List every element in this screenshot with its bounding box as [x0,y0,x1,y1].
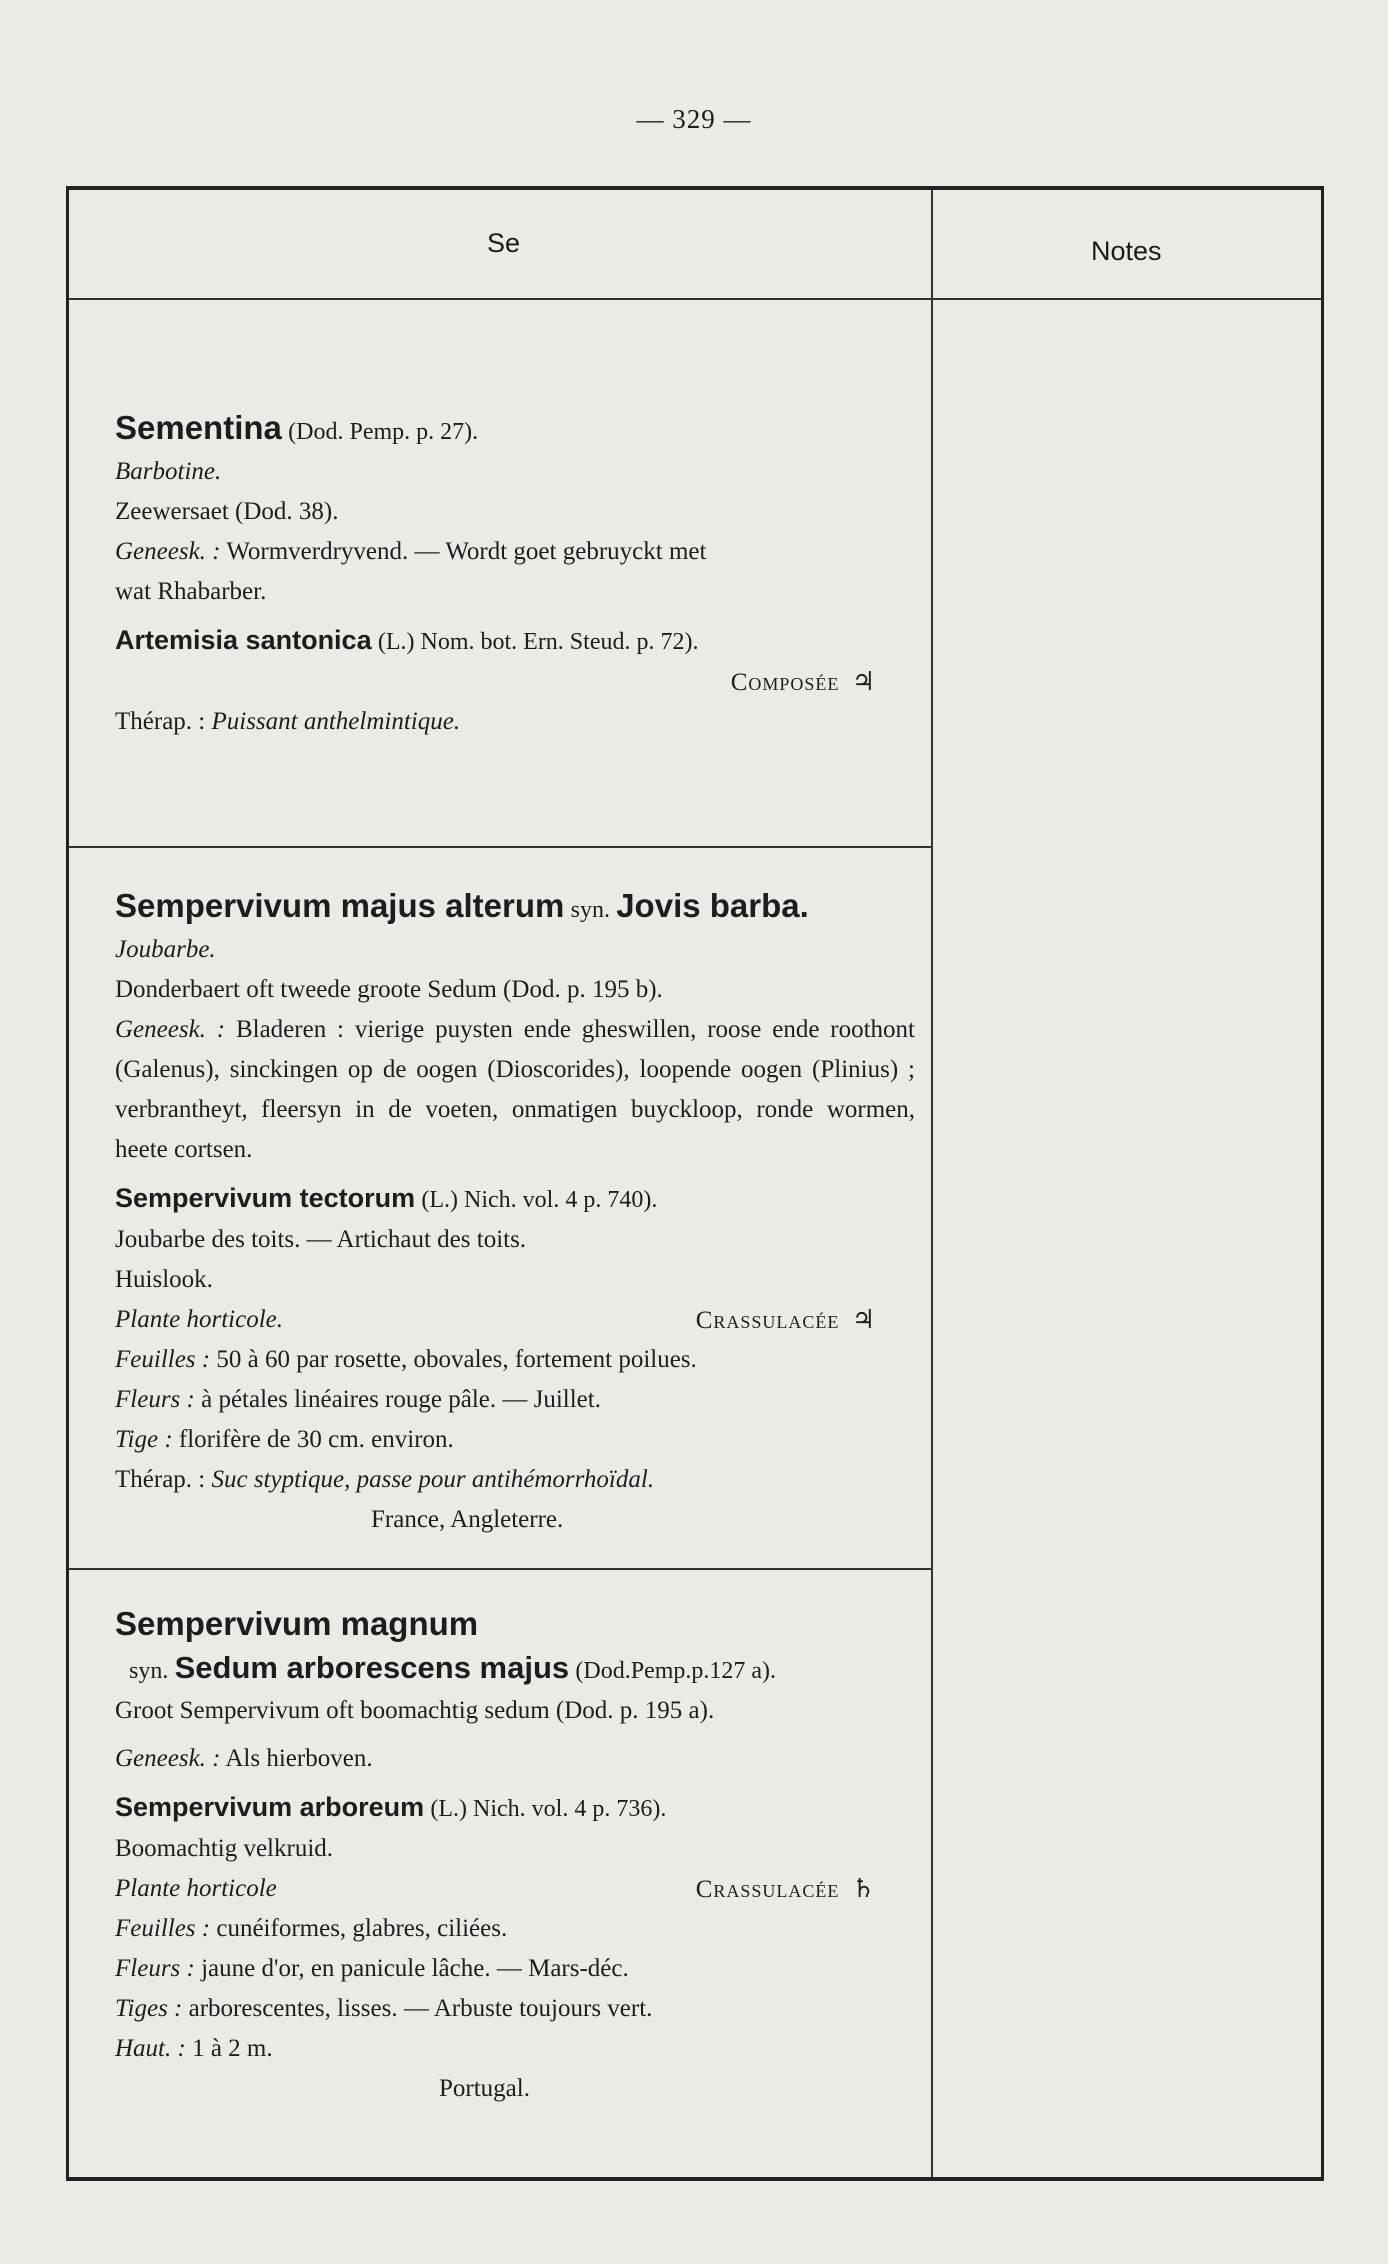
entry-heading-ref: (Dod. Pemp. p. 27). [288,419,479,445]
common-names: Joubarbe des toits. — Artichaut des toits. [115,1226,527,1253]
entry-heading: Sempervivum majus alterum [115,887,565,924]
section-rule-2 [69,1568,931,1570]
tige-label: Tige : [115,1426,173,1453]
family-name: Crassulacée [695,1876,840,1903]
genees-text-cont: wat Rhabarber. [115,578,267,605]
latin-name: Sempervivum arboreum [115,1792,425,1822]
section-rule-1 [69,846,931,848]
feuilles-label: Feuilles : [115,1915,211,1942]
plant-type: Plante horticole. [115,1306,284,1333]
latin-ref: (L.) Nich. vol. 4 p. 736). [430,1796,667,1822]
syn-name: Jovis barba. [616,887,809,924]
perennial-symbol: ♃ [851,1305,875,1334]
plant-type: Plante horticole [115,1875,277,1902]
page-number: — 329 — [636,104,752,134]
genees-text: Als hierboven. [225,1745,373,1772]
region: France, Angleterre. [371,1506,564,1533]
therap-label: Thérap. : [115,708,206,735]
fleurs-label: Fleurs : [115,1386,195,1413]
tige-text: florifère de 30 cm. environ. [178,1426,454,1453]
haut-label: Haut. : [115,2035,186,2062]
dutch-common: Boomachtig velkruid. [115,1835,334,1862]
latin-name: Artemisia santonica [115,625,372,655]
haut-text: 1 à 2 m. [192,2035,273,2062]
tiges-label: Tiges : [115,1995,183,2022]
genees-label: Geneesk. : [115,538,221,565]
feuilles-text: 50 à 60 par rosette, obovales, fortement poilues. [216,1346,697,1373]
column-header-notes: Notes [1091,236,1162,266]
genees-text: Bladeren : vierige puysten ende gheswillen, roose ende roothont (Galenus), sinckingen op de oogen (Dioscorides), loopende oogen (Plinius) ; verbrantheyt, fleersyn in de voeten, onmatigen buyckloop, ronde wormen, heete cortsen. [115,1016,915,1163]
syn-ref: (Dod.Pemp.p.127 a). [575,1658,777,1684]
therap-label: Thérap. : [115,1466,206,1493]
syn-name: Sedum arborescens majus [174,1650,570,1685]
therap-text: Puissant anthelmintique. [211,708,461,735]
syn-label: syn. [570,897,610,923]
latin-name: Sempervivum tectorum [115,1183,416,1213]
header-rule [69,298,1321,300]
genees-text: Wormverdryvend. — Wordt goet gebruyckt met [226,538,707,565]
syn-label: syn. [129,1658,169,1684]
fleurs-text: à pétales linéaires rouge pâle. — Juillet. [201,1386,601,1413]
latin-ref: (L.) Nich. vol. 4 p. 740). [421,1187,658,1213]
family-name: Crassulacée [695,1307,840,1334]
perennial-symbol: ♃ [851,667,875,696]
dutch-name: Donderbaert oft tweede groote Sedum (Dod. p. 195 b). [115,976,663,1003]
region: Portugal. [439,2075,530,2102]
feuilles-text: cunéiformes, glabres, ciliées. [216,1915,508,1942]
tiges-text: arborescentes, lisses. — Arbuste toujours vert. [188,1995,653,2022]
entry-sementina [115,408,915,742]
latin-ref: (L.) Nom. bot. Ern. Steud. p. 72). [377,629,699,655]
fleurs-text: jaune d'or, en panicule lâche. — Mars-déc. [201,1955,629,1982]
dutch-name: Zeewersaet (Dod. 38). [115,498,339,525]
column-header-left: Se [487,228,521,258]
french-name: Barbotine. [115,458,222,485]
shrub-symbol: ♄ [851,1874,875,1903]
dutch-common: Huislook. [115,1266,213,1293]
entry-heading: Sementina [115,409,282,446]
dutch-name: Groot Sempervivum oft boomachtig sedum (Dod. p. 195 a). [115,1697,715,1724]
entry-sempervivum-magnum [115,1604,915,2109]
feuilles-label: Feuilles : [115,1346,211,1373]
genees-label: Geneesk. : [115,1016,226,1043]
therap-text: Suc styptique, passe pour antihémorrhoïdal. [211,1466,655,1493]
column-divider [931,190,933,2177]
entry-sempervivum-majus [115,886,915,1540]
entry-heading: Sempervivum magnum [115,1605,479,1642]
genees-label: Geneesk. : [115,1745,221,1772]
fleurs-label: Fleurs : [115,1955,195,1982]
french-name: Joubarbe. [115,936,216,963]
table-frame [66,186,1324,2181]
family-name: Composée [730,669,840,696]
